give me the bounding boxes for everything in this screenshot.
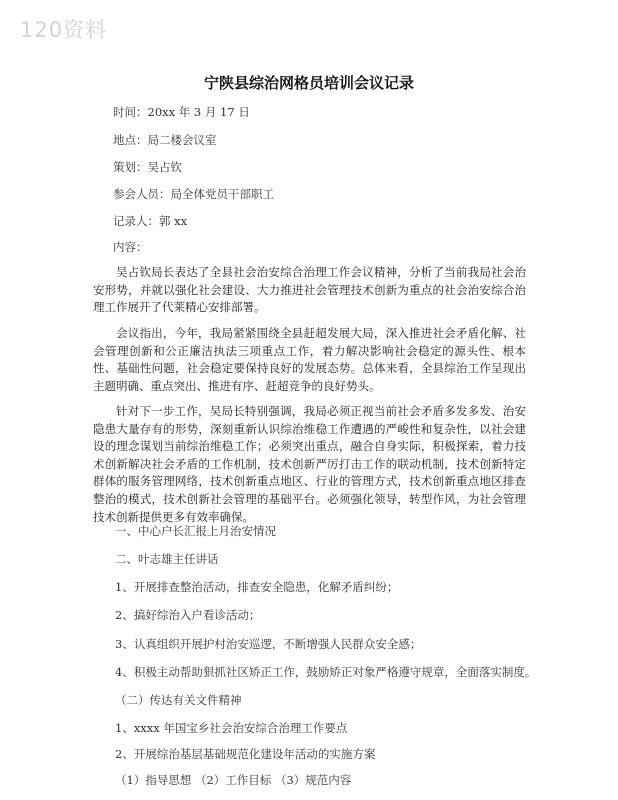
list-item: 一、中心户长汇报上月治安情况 bbox=[115, 524, 276, 538]
paragraph: 会议指出，今年，我局紧紧围绕全县赶超发展大局，深入推进社会矛盾化解、社会管理创新和公正廉洁执法三项重点工作，着力解决影响社会稳定的源头性、根本性、基础性问题，社会稳定要保持良好的发展态势。总体来看，全县综治工作呈现出主题明确、重点突出、推进有序、赶超竞争的良好势头。 bbox=[93, 326, 526, 393]
meta-recorder: 记录人：郭 xx bbox=[113, 214, 188, 228]
meta-attendees: 参会人员：局全体党员干部职工 bbox=[113, 187, 274, 201]
list-item: 3、认真组织开展护村治安巡逻，不断增强人民群众安全感； bbox=[115, 637, 422, 651]
list-item: 2、开展综治基层基础规范化建设年活动的实施方案 bbox=[115, 747, 376, 761]
list-item: （1）指导思想 （2）工作目标 （3）规范内容 bbox=[115, 773, 352, 787]
document-title: 宁陕县综治网格员培训会议记录 bbox=[203, 74, 414, 92]
meta-location: 地点：局二楼会议室 bbox=[113, 133, 217, 147]
list-item: 4、积极主动帮助狠抓社区矫正工作，鼓励矫正对象严格遵守规章，全面落实制度。 bbox=[115, 665, 537, 679]
paragraph: 吴占钦局长表达了全县社会治安综合治理工作会议精神，分析了当前我局社会治安形势，并就以强化社会建设、大力推进社会管理技术创新为重点的社会治安综合治理工作展开了代莱精心安排部署。 bbox=[93, 265, 526, 315]
list-item: （二）传达有关文件精神 bbox=[115, 693, 242, 707]
watermark-logo: 120资料 bbox=[20, 18, 108, 42]
list-item: 1、xxxx 年国宝乡社会治安综合治理工作要点 bbox=[115, 721, 348, 735]
meta-planner: 策划：吴占钦 bbox=[113, 160, 182, 174]
paragraph: 针对下一步工作，吴局长特别强调，我局必须正视当前社会矛盾多发多发、治安隐患大量存有的形势，深刻重新认识综治维稳工作遭遇的严峻性和复杂性，以社会建设的理念谋划当前综治维稳工作；必须突出重点，融合自身实际，积极探索，着力技术创新解决社会矛盾的工作机制，技术创新严厉打击工作的联动机制，技术创新特定群体的服务管理网络，技术创新重点地区、行业的管理方式，技术创新重点地区排查整治的模式，技术创新社会管理的基础平台。必须强化领导，转型作风，为社会管理技术创新提供更多有效率确保。 bbox=[93, 404, 526, 524]
list-item: 二、叶志雄主任讲话 bbox=[115, 552, 219, 566]
list-item: 1、开展排查整治活动，排查安全隐患，化解矛盾纠纷； bbox=[115, 580, 399, 594]
meta-time: 时间：20xx 年 3 月 17 日 bbox=[113, 105, 250, 119]
meta-content-label: 内容： bbox=[113, 240, 148, 254]
list-item: 2、搞好综治入户看诊活动； bbox=[115, 608, 261, 622]
